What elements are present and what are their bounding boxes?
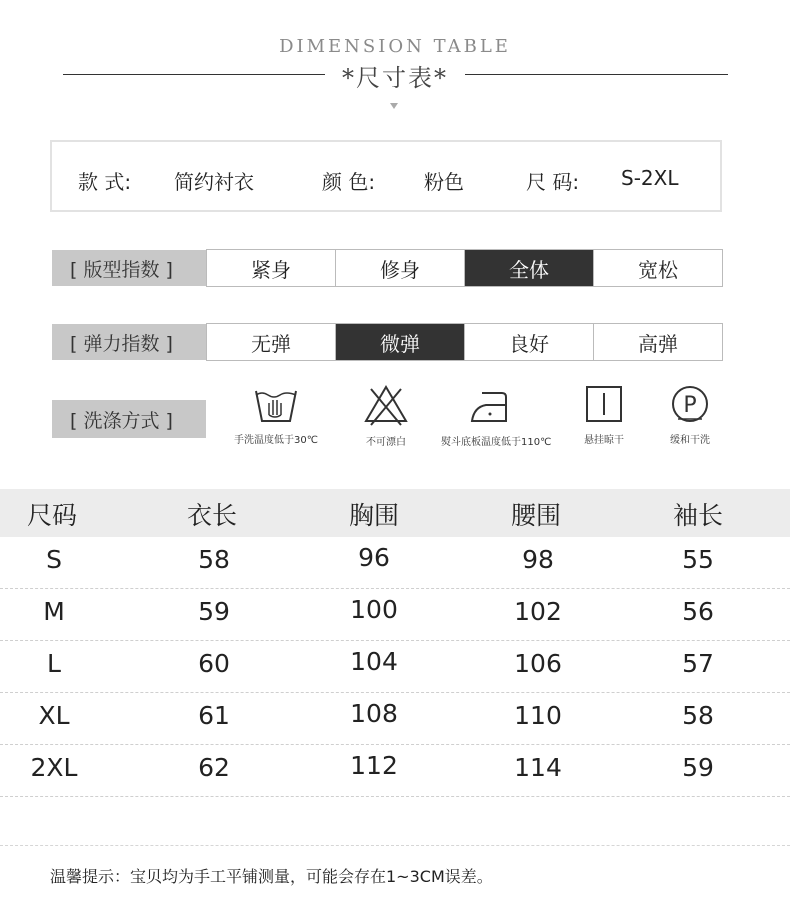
elasticity-index-label: [ 弹力指数 ]	[52, 324, 206, 360]
cell-sleeve: 58	[682, 701, 714, 730]
cell-waist: 102	[514, 597, 562, 626]
cell-chest: 108	[350, 699, 398, 728]
fit-index-label: [ 版型指数 ]	[52, 250, 206, 286]
column-header-length: 衣长	[187, 501, 238, 530]
no-bleach-icon	[363, 383, 409, 427]
size-value: S-2XL	[621, 166, 679, 190]
cell-size: XL	[38, 701, 70, 730]
color-value: 粉色	[424, 170, 464, 194]
measurement-note: 温馨提示：宝贝均为手工平铺测量，可能会存在1~3CM误差。	[50, 867, 493, 886]
cell-size: M	[43, 597, 65, 626]
svg-text:P: P	[683, 393, 697, 418]
table-row	[0, 641, 790, 693]
fit-option: 修身	[336, 250, 465, 286]
wash-item	[441, 383, 552, 448]
fit-option: 宽松	[638, 257, 678, 282]
wash-text: 熨斗底板温度低于110℃	[441, 437, 552, 448]
hang-dry-icon	[583, 383, 625, 425]
column-header-chest: 胸围	[349, 501, 400, 530]
down-arrow-icon	[390, 103, 398, 109]
cell-chest: 96	[358, 543, 390, 572]
elasticity-option: 良好	[465, 324, 594, 360]
cell-length: 58	[198, 545, 230, 574]
title-divider-right	[465, 74, 728, 75]
cell-waist: 110	[514, 701, 562, 730]
cell-sleeve: 56	[682, 597, 714, 626]
cell-length: 61	[198, 701, 230, 730]
fit-option-selected: 全体	[465, 250, 594, 286]
cell-chest: 100	[350, 595, 398, 624]
title-chinese: *尺寸表*	[342, 64, 448, 92]
cell-length: 60	[198, 649, 230, 678]
wash-item	[554, 383, 654, 446]
table-row	[0, 537, 790, 589]
hand-wash-icon	[253, 383, 299, 425]
cell-sleeve: 59	[682, 753, 714, 782]
cell-waist: 106	[514, 649, 562, 678]
cell-size: 2XL	[30, 753, 78, 782]
washing-method-label: [ 洗涤方式 ]	[52, 400, 206, 438]
title-english: DIMENSION TABLE	[279, 36, 511, 57]
cell-waist: 114	[514, 753, 562, 782]
cell-waist: 98	[522, 545, 554, 574]
cell-length: 62	[198, 753, 230, 782]
cell-sleeve: 57	[682, 649, 714, 678]
wash-text: 不可漂白	[366, 437, 406, 448]
style-label: 款 式:	[78, 170, 132, 194]
elasticity-option-selected: 微弹	[336, 324, 465, 360]
wash-item	[226, 383, 326, 446]
wash-item	[336, 383, 436, 448]
elasticity-option: 无弹	[207, 324, 336, 360]
dry-clean-icon	[669, 383, 711, 425]
iron-icon	[468, 383, 514, 427]
table-row	[0, 745, 790, 797]
cell-size: L	[47, 649, 61, 678]
wash-text: 悬挂晾干	[584, 435, 624, 446]
wash-text: 手洗温度低于30℃	[234, 435, 318, 446]
elasticity-index-scale	[206, 323, 723, 361]
elasticity-option: 高弹	[638, 331, 678, 356]
wash-text: 缓和干洗	[670, 435, 710, 446]
column-header-sleeve: 袖长	[673, 501, 724, 530]
wash-item	[640, 383, 740, 446]
fit-index-scale	[206, 249, 723, 287]
style-value: 简约衬衣	[174, 170, 254, 194]
size-label: 尺 码:	[526, 170, 580, 194]
table-row	[0, 589, 790, 641]
cell-chest: 112	[350, 751, 398, 780]
note-divider	[0, 845, 790, 846]
color-label: 颜 色:	[322, 170, 376, 194]
cell-length: 59	[198, 597, 230, 626]
column-header-size: 尺码	[27, 501, 78, 530]
fit-option: 紧身	[207, 250, 336, 286]
column-header-waist: 腰围	[511, 501, 562, 530]
cell-chest: 104	[350, 647, 398, 676]
cell-sleeve: 55	[682, 545, 714, 574]
cell-size: S	[46, 545, 62, 574]
table-row	[0, 693, 790, 745]
